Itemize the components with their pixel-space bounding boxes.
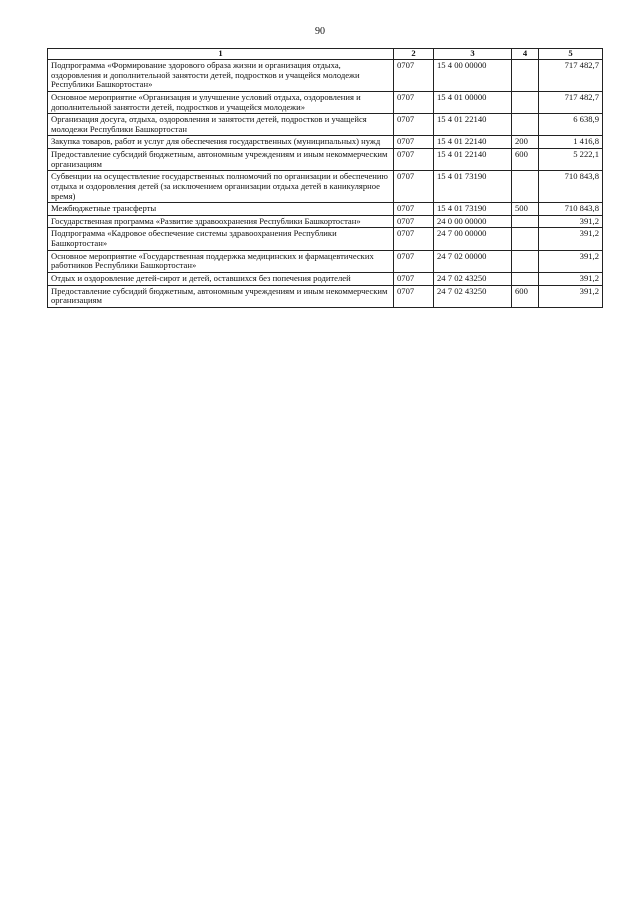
cell-code: 15 4 01 73190 [434, 203, 512, 216]
cell-section: 0707 [394, 215, 434, 228]
cell-amount: 391,2 [539, 285, 603, 307]
cell-name: Субвенции на осуществление государственных полномочий по организации и обеспечению отдыха и оздоровления детей (за исключением организации отдыха детей в каникулярное время) [48, 171, 394, 203]
cell-kind [512, 228, 539, 250]
cell-section: 0707 [394, 114, 434, 136]
cell-code: 15 4 01 73190 [434, 171, 512, 203]
cell-code: 15 4 01 22140 [434, 136, 512, 149]
table-row [48, 203, 603, 216]
cell-amount: 391,2 [539, 228, 603, 250]
cell-kind [512, 272, 539, 285]
cell-kind: 600 [512, 285, 539, 307]
cell-amount: 717 482,7 [539, 60, 603, 92]
cell-amount: 5 222,1 [539, 149, 603, 171]
cell-name: Организация досуга, отдыха, оздоровления и занятости детей, подростков и учащейся молодежи Республики Башкортостан [48, 114, 394, 136]
cell-code: 24 7 02 00000 [434, 250, 512, 272]
cell-section: 0707 [394, 136, 434, 149]
cell-code: 24 7 02 43250 [434, 285, 512, 307]
column-header-section: 2 [394, 49, 434, 60]
column-header-kind: 4 [512, 49, 539, 60]
cell-kind [512, 171, 539, 203]
cell-kind [512, 114, 539, 136]
cell-section: 0707 [394, 149, 434, 171]
cell-section: 0707 [394, 171, 434, 203]
cell-amount: 717 482,7 [539, 91, 603, 113]
table-row [48, 272, 603, 285]
cell-name: Предоставление субсидий бюджетным, автономным учреждениям и иным некоммерческим организациям [48, 149, 394, 171]
table-row [48, 60, 603, 92]
table-row [48, 149, 603, 171]
cell-kind: 500 [512, 203, 539, 216]
cell-kind [512, 250, 539, 272]
table-row [48, 250, 603, 272]
table-row [48, 91, 603, 113]
cell-code: 24 7 02 43250 [434, 272, 512, 285]
table-row [48, 136, 603, 149]
cell-kind [512, 91, 539, 113]
budget-table [47, 48, 603, 308]
cell-code: 15 4 01 22140 [434, 149, 512, 171]
table-row [48, 171, 603, 203]
cell-section: 0707 [394, 60, 434, 92]
cell-name: Закупка товаров, работ и услуг для обеспечения государственных (муниципальных) нужд [48, 136, 394, 149]
cell-code: 15 4 01 00000 [434, 91, 512, 113]
cell-amount: 391,2 [539, 215, 603, 228]
cell-kind: 600 [512, 149, 539, 171]
cell-name: Межбюджетные трансферты [48, 203, 394, 216]
table-row [48, 285, 603, 307]
cell-amount: 391,2 [539, 272, 603, 285]
table-header-row [48, 49, 603, 60]
cell-name: Основное мероприятие «Организация и улучшение условий отдыха, оздоровления и дополнительной занятости детей, подростков и учащейся молодежи» [48, 91, 394, 113]
cell-code: 15 4 01 22140 [434, 114, 512, 136]
table-row [48, 215, 603, 228]
cell-code: 24 0 00 00000 [434, 215, 512, 228]
cell-section: 0707 [394, 250, 434, 272]
cell-code: 24 7 00 00000 [434, 228, 512, 250]
cell-name: Подпрограмма «Формирование здорового образа жизни и организация отдыха, оздоровления и дополнительной занятости детей, подростков и учащейся молодежи Республики Башкортостан» [48, 60, 394, 92]
cell-section: 0707 [394, 203, 434, 216]
table-row [48, 228, 603, 250]
cell-section: 0707 [394, 91, 434, 113]
cell-section: 0707 [394, 272, 434, 285]
cell-amount: 710 843,8 [539, 203, 603, 216]
column-header-code: 3 [434, 49, 512, 60]
cell-amount: 710 843,8 [539, 171, 603, 203]
cell-name: Основное мероприятие «Государственная поддержка медицинских и фармацевтических работников Республики Башкортостан» [48, 250, 394, 272]
cell-section: 0707 [394, 285, 434, 307]
cell-name: Предоставление субсидий бюджетным, автономным учреждениям и иным некоммерческим организациям [48, 285, 394, 307]
table-row [48, 114, 603, 136]
page-number: 90 [315, 26, 325, 37]
column-header-name: 1 [48, 49, 394, 60]
cell-kind [512, 215, 539, 228]
cell-name: Отдых и оздоровление детей-сирот и детей, оставшихся без попечения родителей [48, 272, 394, 285]
cell-kind: 200 [512, 136, 539, 149]
cell-code: 15 4 00 00000 [434, 60, 512, 92]
column-header-amount: 5 [539, 49, 603, 60]
cell-amount: 1 416,8 [539, 136, 603, 149]
cell-name: Государственная программа «Развитие здравоохранения Республики Башкортостан» [48, 215, 394, 228]
cell-kind [512, 60, 539, 92]
cell-amount: 391,2 [539, 250, 603, 272]
cell-name: Подпрограмма «Кадровое обеспечение системы здравоохранения Республики Башкортостан» [48, 228, 394, 250]
cell-section: 0707 [394, 228, 434, 250]
cell-amount: 6 638,9 [539, 114, 603, 136]
